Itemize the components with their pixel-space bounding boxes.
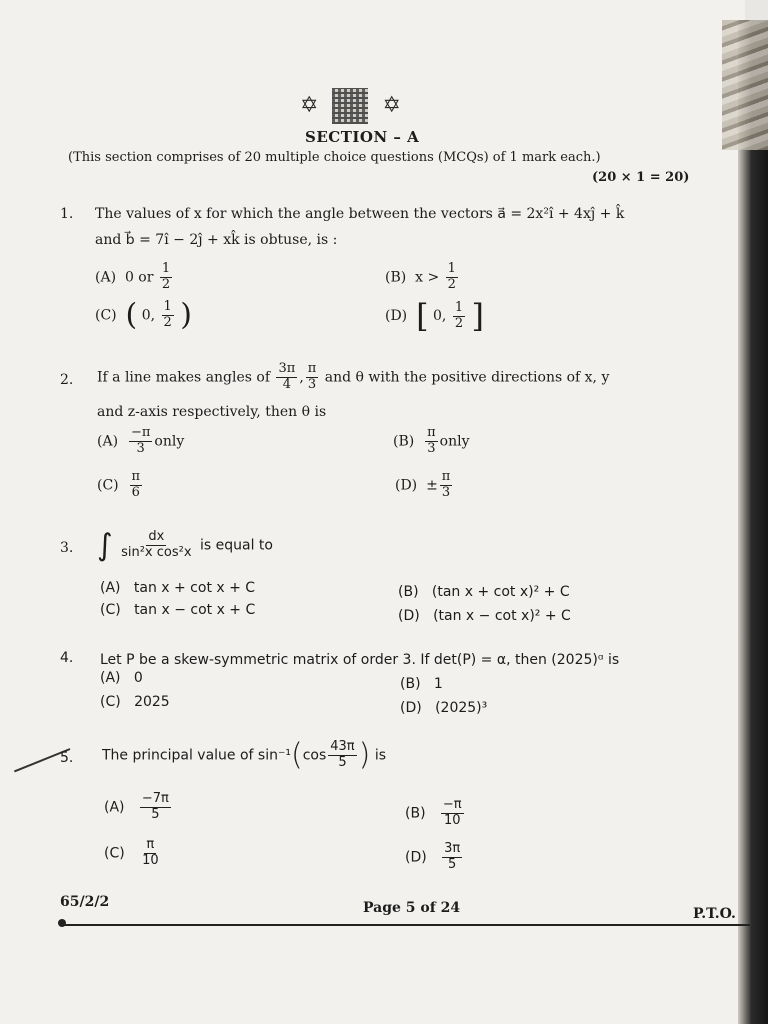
option-d [398,608,571,624]
fraction [441,798,464,829]
fraction-denominator: 2 [163,314,172,330]
page-number: Page 5 of 24 [363,900,461,916]
question-text-part: is equal to [200,537,273,554]
fraction [130,470,143,501]
fraction-denominator: 5 [447,856,457,872]
option-b [393,426,470,457]
fraction-denominator: 4 [282,376,292,392]
fraction-numerator: π [131,469,141,484]
vector-b-expr: b⃗ = 7î − 2ĵ + xk̂ [125,232,240,248]
fraction-numerator: 43π [330,739,355,754]
option-a [104,792,173,823]
fraction-numerator: 1 [161,261,171,276]
option-label: (D) [398,608,420,624]
option-text: (2025)³ [435,700,488,716]
option-b [400,676,443,692]
option-text: only [154,433,185,450]
option-label: (B) [400,676,421,692]
option-text: x > [415,269,440,286]
fraction-denominator: sin²x cos²x [121,545,192,560]
question-text-part: is obtuse, is : [244,232,338,248]
option-d [405,842,464,873]
fraction [276,362,297,393]
question-text-line2: and z-axis respectively, then θ is [97,404,327,420]
option-a [100,580,255,596]
option-text: 2025 [134,694,170,710]
fraction [328,740,356,771]
option-d [400,700,487,716]
option-text: (tan x − cot x)² + C [433,608,571,624]
pto-label: P.T.O. [693,906,736,922]
option-text: 0 or [124,269,154,286]
question-text-part: and [95,232,122,248]
option-label: (D) [385,308,408,324]
option-c [100,694,170,710]
fraction-denominator: 10 [142,852,159,868]
option-label: (C) [97,477,119,494]
option-label: (D) [405,849,427,866]
question-number: 2. [60,372,74,388]
option-text: 0, [141,307,156,324]
fraction [425,426,438,457]
option-c [104,838,163,869]
option-text: only [439,433,470,450]
fraction-numerator: −π [130,425,151,440]
header-emblems [300,88,401,124]
open-bracket: [ [416,297,429,335]
fraction-numerator: 1 [447,261,456,276]
question-number: 3. [60,540,74,556]
fraction [162,300,174,331]
option-text: tan x + cot x + C [133,580,256,596]
fraction-numerator: 1 [454,299,464,315]
fraction [440,470,453,501]
fraction-denominator: 2 [447,276,456,292]
fraction-denominator: 10 [443,812,461,828]
close-paren: ) [358,737,371,773]
option-label: (C) [104,845,125,862]
option-c [97,470,144,501]
option-text: ± [426,477,438,494]
fraction-denominator: 6 [131,484,140,500]
option-label: (D) [395,477,418,494]
fraction [442,842,462,873]
fraction-numerator: π [441,469,451,484]
option-label: (B) [385,269,407,286]
fraction-numerator: π [307,361,317,376]
option-label: (D) [400,700,422,716]
option-text: tan x − cot x + C [134,602,256,618]
question-text-part: and θ with the positive directions of x, y [324,369,610,386]
section-title: SECTION – A [305,128,420,146]
page-edge-texture [722,20,768,150]
question-text-line2 [95,232,337,248]
fraction-numerator: π [146,837,155,852]
option-label: (A) [100,580,121,596]
option-label: (B) [405,805,426,822]
question-text-part: The principal value of sin⁻¹ [102,747,291,764]
option-b [385,262,460,293]
section-note: (This section comprises of 20 multiple choice questions (MCQs) of 1 mark each.) [68,150,601,165]
option-text: 0, [433,308,447,324]
fraction-numerator: 1 [163,299,172,314]
question-text [97,528,273,563]
fraction [119,530,193,561]
option-c [95,297,192,333]
fraction-denominator: 5 [338,754,347,770]
option-a [95,262,174,293]
option-c [100,602,255,618]
fraction-numerator: −π [442,797,462,812]
option-b [405,798,466,829]
close-bracket: ] [471,297,485,335]
open-paren: ( [290,737,303,773]
fraction-numerator: dx [148,529,165,545]
option-label: (A) [97,433,119,450]
fraction-numerator: π [427,425,436,440]
option-text: 1 [433,676,443,692]
section-marks: (20 × 1 = 20) [592,170,690,185]
option-text: (tan x + cot x)² + C [431,584,570,600]
option-label: (C) [100,694,121,710]
integral-sign: ∫ [97,528,113,563]
fraction-denominator: 3 [427,440,436,456]
option-label: (A) [104,799,125,816]
question-text-part: If a line makes angles of [97,369,271,386]
question-text: If a line makes angles of $\frac{3\pi}{4}$ , $\frac{\pi}{3}$ and θ with the positive directions of x, y [97,361,610,392]
fraction-denominator: 5 [151,806,160,822]
fraction-denominator: 3 [307,376,317,392]
option-label: (B) [393,433,415,450]
option-a [97,426,184,457]
paper-code: 65/2/2 [60,894,110,910]
option-label: (C) [95,307,117,324]
option-text: 0 [133,670,143,686]
option-b [398,584,570,600]
fraction [453,301,465,332]
option-d [395,470,454,501]
fraction-denominator: 2 [161,276,171,292]
footer-divider [62,924,750,926]
question-text [102,737,386,773]
question-number: 1. [60,206,74,222]
option-d [385,297,485,335]
fraction-numerator: 3π [278,361,296,376]
option-label: (A) [100,670,121,686]
fraction [129,426,152,457]
open-paren: ( [125,297,138,333]
fraction-denominator: 3 [136,440,145,456]
option-label: (C) [100,602,121,618]
fraction [140,838,161,869]
option-label: (B) [398,584,419,600]
question-text-part: The values of x for which the angle between the vectors [95,206,493,222]
question-number: 5. [60,750,74,766]
fraction [446,262,458,293]
vector-a-expr: a⃗ = 2x²î + 4xĵ + k̂ [497,206,625,222]
question-text-part: is [374,747,386,764]
fraction-numerator: 3π [444,841,461,856]
fraction [306,362,319,393]
star-icon: ✡ [300,93,319,118]
fraction [160,262,172,293]
cos-label: cos [302,747,327,764]
close-paren: ) [180,297,192,333]
qr-code-icon [332,88,368,124]
option-a [100,670,143,686]
star-icon: ✡ [382,93,401,118]
fraction-numerator: −7π [141,791,169,806]
fraction-denominator: 2 [454,315,464,331]
question-text [95,206,624,222]
question-text: Let P be a skew-symmetric matrix of order 3. If det(P) = α, then (2025)ᵅ is [100,652,620,668]
page-edge [738,20,768,1024]
fraction [140,792,171,823]
question-number: 4. [60,650,74,666]
bullet-dot [58,919,66,927]
fraction-denominator: 3 [441,484,451,500]
option-label: (A) [95,269,117,286]
